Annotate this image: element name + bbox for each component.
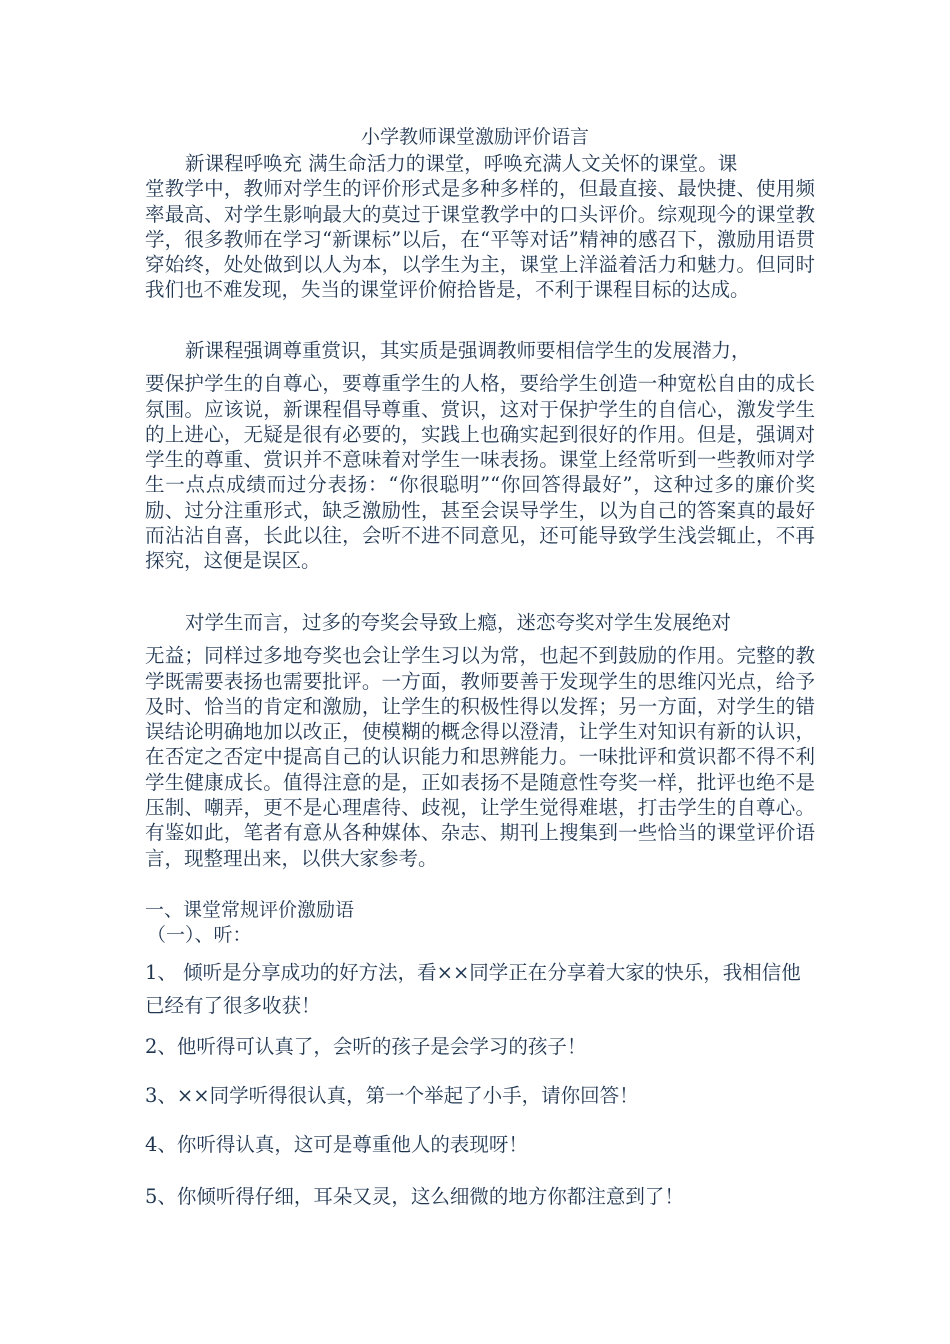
list-item: 4、你听得认真，这可是尊重他人的表现呀！: [145, 1133, 528, 1156]
subsection-heading: （一）、听：: [147, 924, 252, 946]
list-item: 2、他听得可认真了，会听的孩子是会学习的孩子！: [145, 1035, 587, 1058]
list-item: 5、你倾听得仔细，耳朵又灵，这么细微的地方你都注意到了！: [145, 1185, 684, 1208]
respect-paragraph: [145, 338, 815, 574]
paragraph-first-line: 对学生而言，过多的夸奖会导致上瘾，迷恋夸奖对学生发展绝对: [185, 611, 732, 634]
paragraph-first-line: 新课程呼唤充 满生命活力的课堂，呼唤充满人文关怀的课堂。课: [185, 152, 738, 175]
paragraph-body: 要保护学生的自尊心，要尊重学生的人格，要给学生创造一种宽松自由的成长氛围。应该说，新课程倡导尊重、赏识，这对于保护学生的自信心，激发学生的上进心，无疑是很有必要的，实践上也确实起到很好的作用。但是，强调对学生的尊重、赏识并不意味着对学生一味表扬。课堂上经常听到一些教师对学生一点点成绩而过分表扬：“你很聪明”“你回答得最好”，这种过多的廉价奖励、过分注重形式，缺乏激励性，甚至会误导学生，以为自己的答案真的最好而沾沾自喜，长此以往，会听不进不同意见，还可能导致学生浅尝辄止，不再探究，这便是误区。: [145, 372, 815, 573]
paragraph-first-line: 新课程强调尊重赏识，其实质是强调教师要相信学生的发展潜力，: [185, 339, 751, 362]
list-item: 3、××同学听得很认真，第一个举起了小手，请你回答！: [145, 1084, 639, 1107]
intro-paragraph: [145, 151, 815, 303]
section-heading: 一、课堂常规评价激励语: [145, 899, 355, 921]
paragraph-body: 堂教学中，教师对学生的评价形式是多种多样的，但最直接、最快捷、使用频率最高、对学生影响最大的莫过于课堂教学中的口头评价。综观现今的课堂教学，很多教师在学习“新课标”以后，在“平等对话”精神的感召下，激励用语贯穿始终，处处做到以人为本，以学生为主，课堂上洋溢着活力和魅力。但同时我们也不难发现，失当的课堂评价俯拾皆是，不利于课程目标的达成。: [145, 177, 815, 302]
paragraph-body: 无益；同样过多地夸奖也会让学生习以为常，也起不到鼓励的作用。完整的教学既需要表扬也需要批评。一方面，教师要善于发现学生的思维闪光点，给予及时、恰当的肯定和激励，让学生的积极性得以发挥；另一方面，对学生的错误结论明确地加以改正，使模糊的概念得以澄清，让学生对知识有新的认识，在否定之否定中提高自己的认识能力和思辨能力。一味批评和赏识都不得不利学生健康成长。值得注意的是，正如表扬不是随意性夸奖一样，批评也绝不是压制、嘲弄，更不是心理虐待、歧视，让学生觉得难堪，打击学生的自尊心。有鉴如此，笔者有意从各种媒体、杂志、期刊上搜集到一些恰当的课堂评价语言，现整理出来，以供大家参考。: [145, 644, 815, 870]
praise-criticism-paragraph: [145, 610, 815, 871]
list-item: 1、 倾听是分享成功的好方法，看××同学正在分享着大家的快乐，我相信他已经有了很多收获！: [145, 961, 801, 1017]
document-title: 小学教师课堂激励评价语言: [360, 126, 589, 148]
